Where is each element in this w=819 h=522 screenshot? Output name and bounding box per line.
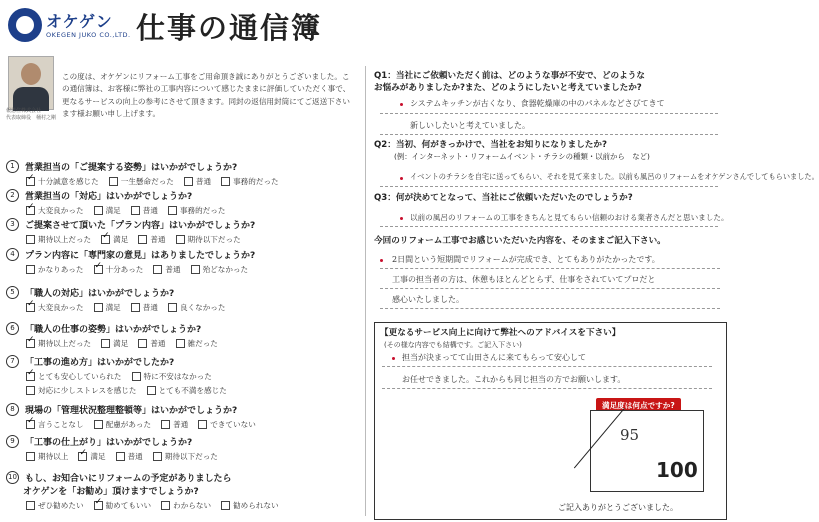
option-label: 普通 [150,339,166,348]
answer-line [380,134,718,135]
option-row [26,338,361,349]
option-label: 満足 [90,452,106,461]
question-7 [6,355,361,396]
checkbox[interactable] [153,265,162,274]
checkbox[interactable] [101,339,110,348]
option[interactable] [94,419,152,430]
checkbox[interactable] [161,501,170,510]
q2-answer: イベントのチラシを自宅に送ってもらい、それを見て来ました。以前も風呂のリフォームをオケゲンさんでしてもらいました。 [410,172,819,181]
option[interactable] [26,451,68,462]
option-label: 十分誠意を感じた [38,177,99,186]
bullet-icon [400,177,403,180]
option[interactable] [131,205,158,216]
option[interactable] [198,419,256,430]
question-text-2: オケゲンを「お勧め」頂けますでしょうか? [23,487,199,497]
question-text: 「職人の対応」はいかがでしょうか? [25,289,175,299]
question-6 [6,322,361,349]
option[interactable] [109,176,174,187]
checkbox[interactable] [26,339,35,348]
question-1 [6,160,361,187]
question-text: プラン内容に「専門家の意見」はありましたでしょうか? [25,251,256,261]
option-row [26,176,361,187]
option[interactable] [161,419,188,430]
checkbox[interactable] [94,206,103,215]
option[interactable] [153,264,180,275]
option-row [26,205,361,216]
question-label [6,355,361,368]
brand-subtitle: OKEGEN JUKO CO.,LTD. [46,31,131,39]
question-label [6,435,361,448]
option[interactable] [26,385,137,396]
option[interactable] [26,371,122,382]
impression-line2: 工事の担当者の方は、休憩もほとんどとらず、仕事をされていてプロだと [392,275,656,284]
option[interactable] [131,302,158,313]
question-10 [6,471,361,511]
question-label [6,248,361,261]
checkbox[interactable] [138,235,147,244]
advice-line1: 担当が決まってて山田さんに来てもらって安心して [402,353,586,362]
question-label [6,322,361,335]
option[interactable] [153,451,218,462]
option-label: 言うことなし [38,420,84,429]
checkbox[interactable] [153,452,162,461]
option-row [26,451,361,462]
checkbox[interactable] [26,235,35,244]
question-number: 2 [6,189,19,202]
option-label: 満足 [105,303,121,312]
option-label: 普通 [142,206,158,215]
option[interactable] [161,500,211,511]
question-number: 3 [6,218,19,231]
checkbox[interactable] [78,452,87,461]
checkbox[interactable] [26,177,35,186]
option-label: 普通 [150,235,166,244]
question-label [6,160,361,173]
option[interactable] [26,419,84,430]
option-label: 期待以下だった [187,235,241,244]
thanks-text: ご記入ありがとうございました。 [558,503,678,512]
option-label: 殆どなかった [202,265,249,274]
option-label: 満足 [105,206,121,215]
option-label: 雑だった [187,339,218,348]
option-label: 普通 [142,303,158,312]
option-label: ぜひ勧めたい [38,501,84,510]
option-label: とても不満を感じた [158,386,227,395]
score-given: 95 [620,426,640,444]
option-row [26,385,361,396]
option[interactable] [184,176,211,187]
option-label: できていない [210,420,256,429]
question-number: 7 [6,355,19,368]
question-number: 4 [6,248,19,261]
option[interactable] [101,234,128,245]
question-text: 「工事の仕上がり」はいかがでしょうか? [25,438,193,448]
checkbox[interactable] [26,452,35,461]
option-label: 良くなかった [179,303,226,312]
checkbox[interactable] [131,303,140,312]
option[interactable] [221,500,279,511]
option-label: 満足 [113,235,129,244]
q2-label: Q2：当初、何がきっかけで、当社をお知りになりましたか? (例：インターネット・リフォームイベント・チラシの種類・以前から など) [374,140,650,161]
option[interactable] [26,234,91,245]
advice-sub: (その様な内容でも結構です。ご記入下さい) [384,341,522,349]
q3-answer: 以前の風呂のリフォームの工事をきちんと見てもらい信頼のおける業者さんだと思いました。 [410,213,729,222]
bullet-icon [400,103,403,106]
option-label: 勧められない [233,501,279,510]
q1-label: Q1：当社にご依頼いただく前は、どのような事が不安で、どのような お悩みがありましたか?また、どのようにしたいと考えていましたか? [374,71,645,93]
option[interactable] [138,234,165,245]
option[interactable] [168,205,226,216]
option-label: 十分あった [105,265,144,274]
checkbox[interactable] [191,265,200,274]
question-4 [6,248,361,275]
question-text: 「工事の進め方」はいかがでしたか? [25,358,175,368]
question-3 [6,218,361,245]
option[interactable] [94,302,121,313]
checkbox[interactable] [26,501,35,510]
option-row [26,371,361,382]
option[interactable] [26,500,84,511]
advice-line2: お任せできました。これからも同じ担当の方でお願いします。 [402,375,626,384]
checkbox[interactable] [138,339,147,348]
question-text: ご提案させて頂いた「プラン内容」はいかがでしょうか? [25,221,256,231]
checkbox[interactable] [94,265,103,274]
column-divider [365,66,366,516]
option[interactable] [176,234,241,245]
option-label: とても安心していられた [38,372,122,381]
option-label: 配慮があった [105,420,152,429]
q1-answer-line1: システムキッチンが古くなり、食器乾燥庫の中のパネルなどさびてきて [410,99,665,108]
bullet-icon [380,259,383,262]
option-label: 特に不安はなかった [143,372,212,381]
question-text: 営業担当の「対応」はいかがでしょうか? [25,192,193,202]
checkbox[interactable] [184,177,193,186]
question-text: 現場の「管理状況整理整頓等」はいかがでしょうか? [25,406,238,416]
option-label: 期待以上だった [38,235,92,244]
checkbox[interactable] [221,177,230,186]
option[interactable] [132,371,212,382]
checkbox[interactable] [94,501,103,510]
question-number: 1 [6,160,19,173]
option-label: 普通 [195,177,212,186]
option[interactable] [26,205,84,216]
option-label: かなりあった [38,265,84,274]
option[interactable] [26,302,84,313]
option-label: 対応に少しストレスを感じた [38,386,137,395]
question-text: 営業担当の「ご提案する姿勢」はいかがでしょうか? [25,163,238,173]
option[interactable] [168,302,226,313]
option-label: 期待以上だった [38,339,92,348]
brand-name: オケゲン [46,12,113,31]
option-label: わからない [173,501,212,510]
option-row [26,264,361,275]
answer-line [380,268,720,269]
intro-text: この度は、オケゲンにリフォーム工事をご用命頂き誠にありがとうございました。この通信簿は、お客様に弊社の工事内容について感じたままに評価していただく事で、更なるサービスの向上の参考にさせて頂きます。同封の返信用封筒にてご返送下さいます様お願い申し上げます。 [62,72,351,118]
question-2 [6,189,361,216]
q1-answer-line2: 新しいしたいと考えていました。 [410,121,530,130]
checkbox[interactable] [168,303,177,312]
checkbox[interactable] [132,372,141,381]
option-row [26,302,361,313]
checkbox[interactable] [221,501,230,510]
option[interactable] [78,451,105,462]
answer-line [380,288,720,289]
option[interactable] [26,264,84,275]
question-label [6,189,361,202]
score-label: 満足度は何点ですか? [596,398,681,413]
checkbox[interactable] [161,420,170,429]
option-label: 期待以下だった [164,452,218,461]
option-label: 満足 [113,339,129,348]
checkbox[interactable] [147,386,156,395]
checkbox[interactable] [168,206,177,215]
answer-line [380,186,718,187]
option[interactable] [191,264,249,275]
option[interactable] [116,451,143,462]
question-5 [6,286,361,313]
option[interactable] [138,338,165,349]
checkbox[interactable] [94,303,103,312]
question-label [6,286,361,299]
answer-line [382,388,712,389]
checkbox[interactable] [131,206,140,215]
checkbox[interactable] [109,177,118,186]
option-label: 普通 [127,452,143,461]
q3-label: Q3：何が決めてとなって、当社にご依頼いただいたのでしょうか? [374,193,633,203]
question-label [6,403,361,416]
page-title: 仕事の通信簿 [136,11,323,45]
checkbox[interactable] [26,206,35,215]
advice-label: 【更なるサービス向上に向けて弊社へのアドバイスを下さい】 [380,328,621,338]
impression-label: 今回のリフォーム工事でお感じいただいた内容を、そのままご記入下さい。 [374,236,666,246]
question-number: 6 [6,322,19,335]
checkbox[interactable] [94,420,103,429]
impression-line3: 感心いたしました。 [392,295,464,304]
question-number: 9 [6,435,19,448]
question-number: 5 [6,286,19,299]
checkbox[interactable] [101,235,110,244]
option-row [26,419,361,430]
question-number: 8 [6,403,19,416]
option-label: 事務的だった [233,177,279,186]
option[interactable] [101,338,128,349]
question-label [6,471,361,484]
option[interactable] [221,176,279,187]
option-label: 勧めてもいい [105,501,152,510]
score-total: 100 [656,458,698,482]
option[interactable] [94,205,121,216]
option-label: 大変良かった [38,303,84,312]
checkbox[interactable] [176,339,185,348]
bullet-icon [400,217,403,220]
option-label: 大変良かった [38,206,84,215]
checkbox[interactable] [198,420,207,429]
option-row [26,500,361,511]
answer-line [380,308,720,309]
question-text: もし、お知合いにリフォームの予定がありましたら [25,474,232,484]
option[interactable] [176,338,218,349]
checkbox[interactable] [176,235,185,244]
checkbox[interactable] [26,265,35,274]
question-number: 10 [6,471,19,484]
president-caption: 報恩住株式会社 代表取締役 桶村之剛 [6,108,57,121]
checkbox[interactable] [26,303,35,312]
question-8 [6,403,361,430]
question-text: 「職人の仕事の姿勢」はいかがでしょうか? [25,325,202,335]
okegen-logo-icon [8,8,42,42]
option-label: 事務的だった [179,206,226,215]
impression-line1: 2日間という短期間でリフォームが完成でき、とてもありがたかったです。 [392,255,660,264]
option-label: 普通 [173,420,189,429]
option[interactable] [94,500,152,511]
bullet-icon [392,357,395,360]
option-label: 普通 [165,265,181,274]
option-row [26,234,361,245]
answer-line [380,113,718,114]
option[interactable] [26,338,91,349]
option-label: 一生懸命だった [120,177,174,186]
checkbox[interactable] [116,452,125,461]
checkbox[interactable] [26,420,35,429]
answer-line [380,226,718,227]
option-label: 期待以上 [38,452,69,461]
checkbox[interactable] [26,386,35,395]
option[interactable] [26,176,99,187]
question-label [6,218,361,231]
option[interactable] [147,385,227,396]
option[interactable] [94,264,144,275]
president-photo [8,56,54,110]
answer-line [382,366,712,367]
checkbox[interactable] [26,372,35,381]
question-9 [6,435,361,462]
